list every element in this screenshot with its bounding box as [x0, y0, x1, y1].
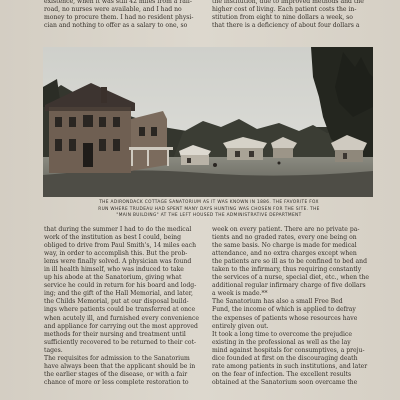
text-line: The requisites for admission to the Sanatorium	[44, 354, 190, 362]
top-left-text-column	[44, 0, 204, 30]
text-line: that there is a deficiency of about four dollars a	[212, 22, 360, 30]
text-line: the same basis. No charge is made for medical	[212, 242, 357, 250]
sanatorium-photo-image	[43, 47, 373, 197]
text-line: the institution, due to improved methods and the	[212, 0, 364, 5]
text-line: have always been that the applicant should be in	[44, 362, 196, 370]
text-line: the earlier stages of the disease, or with a fair	[44, 370, 188, 378]
text-line: existence, when it was still 42 miles from a rail-	[44, 0, 192, 5]
text-line: Fund, the income of which is applied to defray	[212, 306, 356, 314]
text-line: up his abode at the Sanatorium, giving what	[44, 274, 182, 282]
text-line: chance of more or less complete restoration to	[44, 378, 189, 386]
top-right-text-column	[212, 0, 374, 30]
caption-line: THE ADIRONDACK COTTAGE SANATORIUM AS IT WAS KNOWN IN 1886. THE FAVORITE FOX	[99, 200, 319, 205]
bottom-left-text-column	[44, 226, 204, 387]
text-line: week on every patient. There are no private pa-	[212, 226, 360, 233]
text-line: road, no nurses were available, and I had no	[44, 6, 182, 14]
caption-line: "MAIN BUILDING" AT THE LEFT HOUSED THE ADMINISTRATIVE DEPARTMENT	[116, 213, 302, 219]
text-line: the Childs Memorial, put at our disposal build-	[44, 298, 189, 306]
sanatorium-photograph	[43, 47, 373, 197]
text-line: ing; and the gift of the Hall Memorial, and later,	[44, 290, 193, 298]
text-line: stitution from eight to nine dollars a week, so	[212, 14, 353, 22]
text-line: attendance, and no extra charges except when	[212, 250, 357, 258]
text-line: existing in the professional as well as the lay	[212, 338, 351, 346]
text-line: It took a long time to overcome the prejudice	[212, 330, 352, 338]
text-line: rate among patients in such institutions, and later	[212, 362, 368, 370]
text-line: taken to the infirmary, thus requiring constantly	[212, 266, 362, 274]
text-line: additional regular infirmary charge of five dollars	[212, 282, 366, 290]
text-line: that during the summer I had to do the medical	[44, 226, 192, 233]
text-line: The Sanatorium has also a small Free Bed	[212, 298, 343, 306]
text-line: obliged to drive from Paul Smith's, 14 miles each	[44, 242, 197, 250]
text-line: ings where patients could be transferred at once	[44, 306, 196, 314]
text-line: obtained at the Sanatorium soon overcame the	[212, 378, 358, 386]
text-line: entirely given out.	[212, 322, 269, 330]
text-line: a week is made.**	[212, 290, 268, 298]
text-line: service he could in return for his board and lodg-	[44, 282, 197, 290]
bottom-right-text-column	[212, 226, 374, 387]
text-line: on the fear of infection. The excellent results	[212, 370, 352, 378]
text-line: the expenses of patients whose resources have	[212, 314, 358, 322]
text-line: the services of a nurse, special diet, etc., when the	[212, 274, 370, 282]
text-line: in ill health himself, who was induced to take	[44, 266, 184, 274]
text-line: mind against hospitals for consumptives, a preju-	[212, 346, 365, 354]
text-line: methods for their nursing and treatment until	[44, 330, 186, 338]
text-line: and appliance for carrying out the most approved	[44, 322, 198, 330]
text-line: way, in order to accomplish this. But the prob-	[44, 250, 188, 258]
text-line: lems were finally solved. A physician was found	[44, 258, 192, 266]
text-line: tages.	[44, 346, 63, 354]
text-line: cian and nothing to offer as a salary to one, so	[44, 22, 188, 30]
text-line: the patients are so ill as to be confined to bed and	[212, 258, 367, 266]
text-line: when acutely ill, and furnished every convenience	[44, 314, 199, 322]
caption-line: RUN WHERE TRUDEAU HAD SPENT MANY DAYS HUNTING WAS CHOSEN FOR THE SITE. THE	[98, 206, 320, 212]
text-line: money to procure them. I had no resident physi-	[44, 14, 194, 22]
photo-caption	[44, 200, 374, 220]
text-line: sufficiently recovered to be returned to their cot-	[44, 338, 197, 346]
text-line: higher cost of living. Each patient costs the in-	[212, 6, 357, 14]
text-line: work of the institution as best I could, being	[44, 234, 181, 242]
text-line: dice founded at first on the discouraging death	[212, 354, 358, 362]
text-line: tients and no graded rates, every one being on	[212, 234, 357, 242]
